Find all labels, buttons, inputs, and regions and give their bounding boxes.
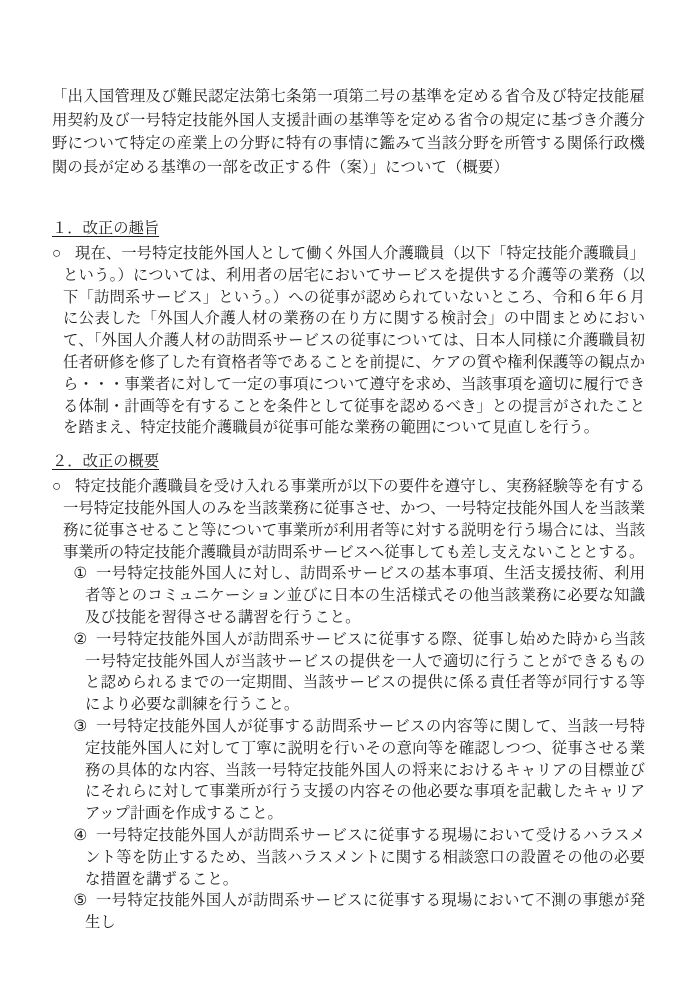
list-item-2-text: 一号特定技能外国人が訪問系サービスに従事する際、従事し始めた時から当該一号特定技能外国人が当該サービスの提供を一人で適切に行うことができるものと認められるまでの一定期間、当該サービスの提供に係る責任者等が同行する等により必要な訓練を行うこと。 [85,630,645,714]
section-2-heading-text: ２．改正の概要 [52,453,160,471]
list-item-2 [73,629,645,716]
section-1-paragraph-text: 現在、一号特定技能外国人として働く外国人介護職員（以下「特定技能介護職員」という。）については、利用者の居宅においてサービスを提供する介護等の業務（以下「訪問系サービス」という。）への従事が認められていないところ、令和６年６月に公表した「外国人介護人材の業務の在り方に関する検討会」の中間まとめにおいて、「外国人介護人材の訪問系サービスの従事については、日本人同様に介護職員初任者研修を修了した有資格者等であることを前提に、ケアの質や権利保護等の観点から・・・事業者に対して一定の事項について遵守を求め、当該事項を適切に履行できる体制・計画等を有することを条件として従事を認めるべき」との提言がされたことを踏まえ、特定技能介護職員が従事可能な業務の範囲について見直しを行う。 [63,245,645,437]
list-item-3 [73,716,645,825]
circled-number-2-marker: ② [73,630,88,648]
circle-bullet-marker: ○ [52,478,62,496]
list-item-5-text: 一号特定技能外国人が訪問系サービスに従事する現場において不測の事態が発生し [85,892,645,932]
section-1-heading-text: １．改正の趣旨 [52,220,160,237]
document-title: 「出入国管理及び難民認定法第七条第一項第二号の基準を定める省令及び特定技能雇用契約及び一号特定技能外国人支援計画の基準等を定める省令の規定に基づき介護分野について特定の産業上の分野に特有の事情に鑑みて当該分野を所管する関係行政機関の長が定める基準の一部を改正する件（案）」について（概要） [52,88,645,176]
list-item-1-text: 一号特定技能外国人に対し、訪問系サービスの基本事項、生活支援技術、利用者等とのコミュニケーション並びに日本の生活様式その他当該業務に必要な知識及び技能を習得させる講習を行うこと。 [85,565,645,626]
list-item-4 [73,825,645,890]
section-2-paragraph [52,476,645,563]
list-item-3-text: 一号特定技能外国人が従事する訪問系サービスの内容等に関して、当該一号特定技能外国人に対して丁寧に説明を行いその意向等を確認しつつ、従事させる業務の具体的な内容、当該一号特定技能外国人の将来におけるキャリアの目標並びにそれらに対して事業所が行う支援の内容その他必要な事項を記載したキャリアアップ計画を作成すること。 [85,717,645,823]
circled-number-5-marker: ⑤ [73,892,88,910]
circled-number-4-marker: ④ [73,826,88,844]
list-item-5 [73,890,645,934]
list-item-1 [73,563,645,628]
circled-number-1-marker: ① [73,565,88,583]
list-item-4-text: 一号特定技能外国人が訪問系サービスに従事する現場において受けるハラスメント等を防止するため、当該ハラスメントに関する相談窓口の設置その他の必要な措置を講ずること。 [85,826,645,888]
section-1-paragraph [52,243,645,439]
section-2-paragraph-text: 特定技能介護職員を受け入れる事業所が以下の要件を遵守し、実務経験等を有する一号特定技能外国人のみを当該業務に従事させ、かつ、一号特定技能外国人を当該業務に従事させること等について事業所が利用者等に対する説明を行う場合には、当該事業所の特定技能介護職員が訪問系サービスへ従事しても差し支えないこととする。 [63,478,645,561]
section-1-heading [52,217,645,241]
circled-number-3-marker: ③ [73,717,88,735]
section-2-heading [52,450,645,474]
section-amendment-purpose [52,217,645,439]
section-amendment-outline [52,450,645,934]
circle-bullet-marker: ○ [52,245,62,262]
